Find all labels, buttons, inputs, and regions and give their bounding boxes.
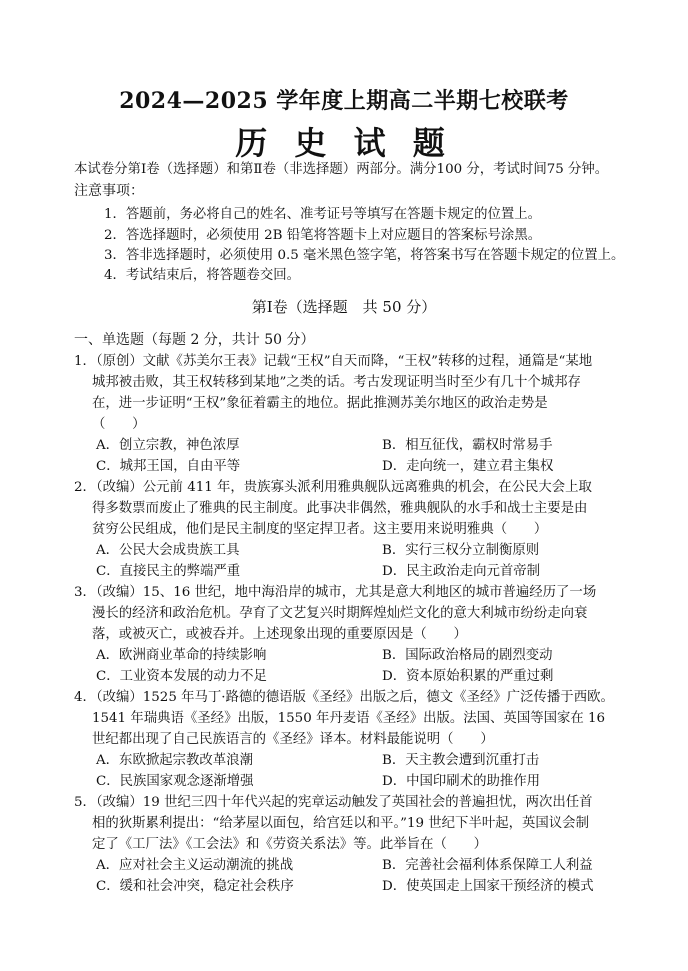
- question-line: （ ）: [92, 417, 146, 432]
- question-line: 得多数票而废止了雅典的民主制度。此事决非偶然，雅典舰队的水手和战士主要是由: [92, 501, 588, 516]
- exam-subject-title: 历 史 试 题: [235, 124, 453, 162]
- question-line: 世纪都出现了自己民族语言的《圣经》译本。材料最能说明（ ）: [92, 732, 494, 747]
- notes-heading: 注意事项：: [74, 183, 144, 199]
- option-c: C．缓和社会冲突，稳定社会秩序: [96, 879, 294, 894]
- option-b: B．实行三权分立制衡原则: [382, 543, 540, 558]
- question-line: 落，或被灭亡，或被吞并。上述现象出现的重要原因是（ ）: [92, 627, 467, 642]
- question-line: 1．（原创）文献《苏美尔王表》记载“王权”自天而降，“王权”转移的过程，通篇是“某地: [74, 354, 593, 369]
- option-d: D．中国印刷术的助推作用: [382, 774, 541, 789]
- option-a: A．欧洲商业革命的持续影响: [96, 648, 267, 663]
- option-a: A．东欧掀起宗教改革浪潮: [96, 753, 253, 768]
- section-title: 第Ⅰ卷（选择题 共 50 分）: [251, 298, 437, 316]
- option-a: A．公民大会成贵族工具: [96, 543, 240, 558]
- question-line: 定了《工厂法》《工会法》和《劳资关系法》等。此举旨在（ ）: [92, 837, 488, 852]
- part-title: 一、单选题（每题 2 分，共计 50 分）: [74, 332, 315, 348]
- option-a: A．创立宗教，神色浓厚: [96, 438, 240, 453]
- question-line: 4．（改编）1525 年马丁·路德的德语版《圣经》出版之后，德文《圣经》广泛传播于西欧。: [74, 690, 614, 705]
- question-line: 漫长的经济和政治危机。孕育了文艺复兴时期辉煌灿烂文化的意大利城市纷纷走向衰: [92, 606, 588, 621]
- option-b: B．完善社会福利体系保障工人利益: [382, 858, 593, 873]
- option-c: C．工业资本发展的动力不足: [96, 669, 267, 684]
- exam-title: 2024—2025 学年度上期高二半期七校联考: [119, 88, 569, 114]
- question-line: 在，进一步证明“王权”象征着霸主的地位。据此推测苏美尔地区的政治走势是: [92, 396, 548, 411]
- option-b: B．国际政治格局的剧烈变动: [382, 648, 553, 663]
- option-b: B．相互征伐，霸权时常易手: [382, 438, 553, 453]
- question-line: 城邦被击败，其王权转移到某地”之类的话。考古发现证明当时至少有几十个城邦存: [92, 375, 581, 390]
- question-line: 贫穷公民组成，他们是民主制度的坚定捍卫者。这主要用来说明雅典（ ）: [92, 522, 548, 537]
- question-line: 1541 年瑞典语《圣经》出版，1550 年丹麦语《圣经》出版。法国、英国等国家在 16: [92, 711, 606, 726]
- option-b: B．天主教会遭到沉重打击: [382, 753, 540, 768]
- note-item: 2．答选择题时，必须使用 2B 铅笔将答题卡上对应题目的答案标号涂黑。: [104, 228, 542, 243]
- option-c: C．城邦王国，自由平等: [96, 459, 241, 474]
- option-d: D．走向统一，建立君主集权: [382, 459, 554, 474]
- exam-intro: 本试卷分第Ⅰ卷（选择题）和第Ⅱ卷（非选择题）两部分。满分100 分，考试时间75 分钟。: [74, 162, 609, 177]
- option-d: D．资本原始积累的严重过剩: [382, 669, 554, 684]
- note-item: 1．答题前，务必将自己的姓名、准考证号等填写在答题卡规定的位置上。: [104, 207, 542, 222]
- option-c: C．直接民主的弊端严重: [96, 564, 241, 579]
- note-item: 4．考试结束后，将答题卷交回。: [104, 268, 300, 283]
- question-line: 相的狄斯累利提出：“给茅屋以面包，给宫廷以和平。”19 世纪下半叶起，英国议会制: [92, 816, 589, 831]
- note-item: 3．答非选择题时，必须使用 0.5 毫米黑色签字笔，将答案书写在答题卡规定的位置上。: [104, 248, 625, 263]
- option-c: C．民族国家观念逐渐增强: [96, 774, 254, 789]
- question-line: 2．（改编）公元前 411 年，贵族寡头派利用雅典舰队远离雅典的机会，在公民大会上取: [74, 480, 592, 495]
- option-d: D．使英国走上国家干预经济的模式: [382, 879, 594, 894]
- option-d: D．民主政治走向元首帝制: [382, 564, 541, 579]
- option-a: A．应对社会主义运动潮流的挑战: [96, 858, 294, 873]
- question-line: 3．（改编）15、16 世纪，地中海沿岸的城市，尤其是意大利地区的城市普遍经历了一场: [74, 585, 597, 600]
- question-line: 5．（改编）19 世纪三四十年代兴起的宪章运动触发了英国社会的普遍担忧，两次出任首: [74, 795, 593, 810]
